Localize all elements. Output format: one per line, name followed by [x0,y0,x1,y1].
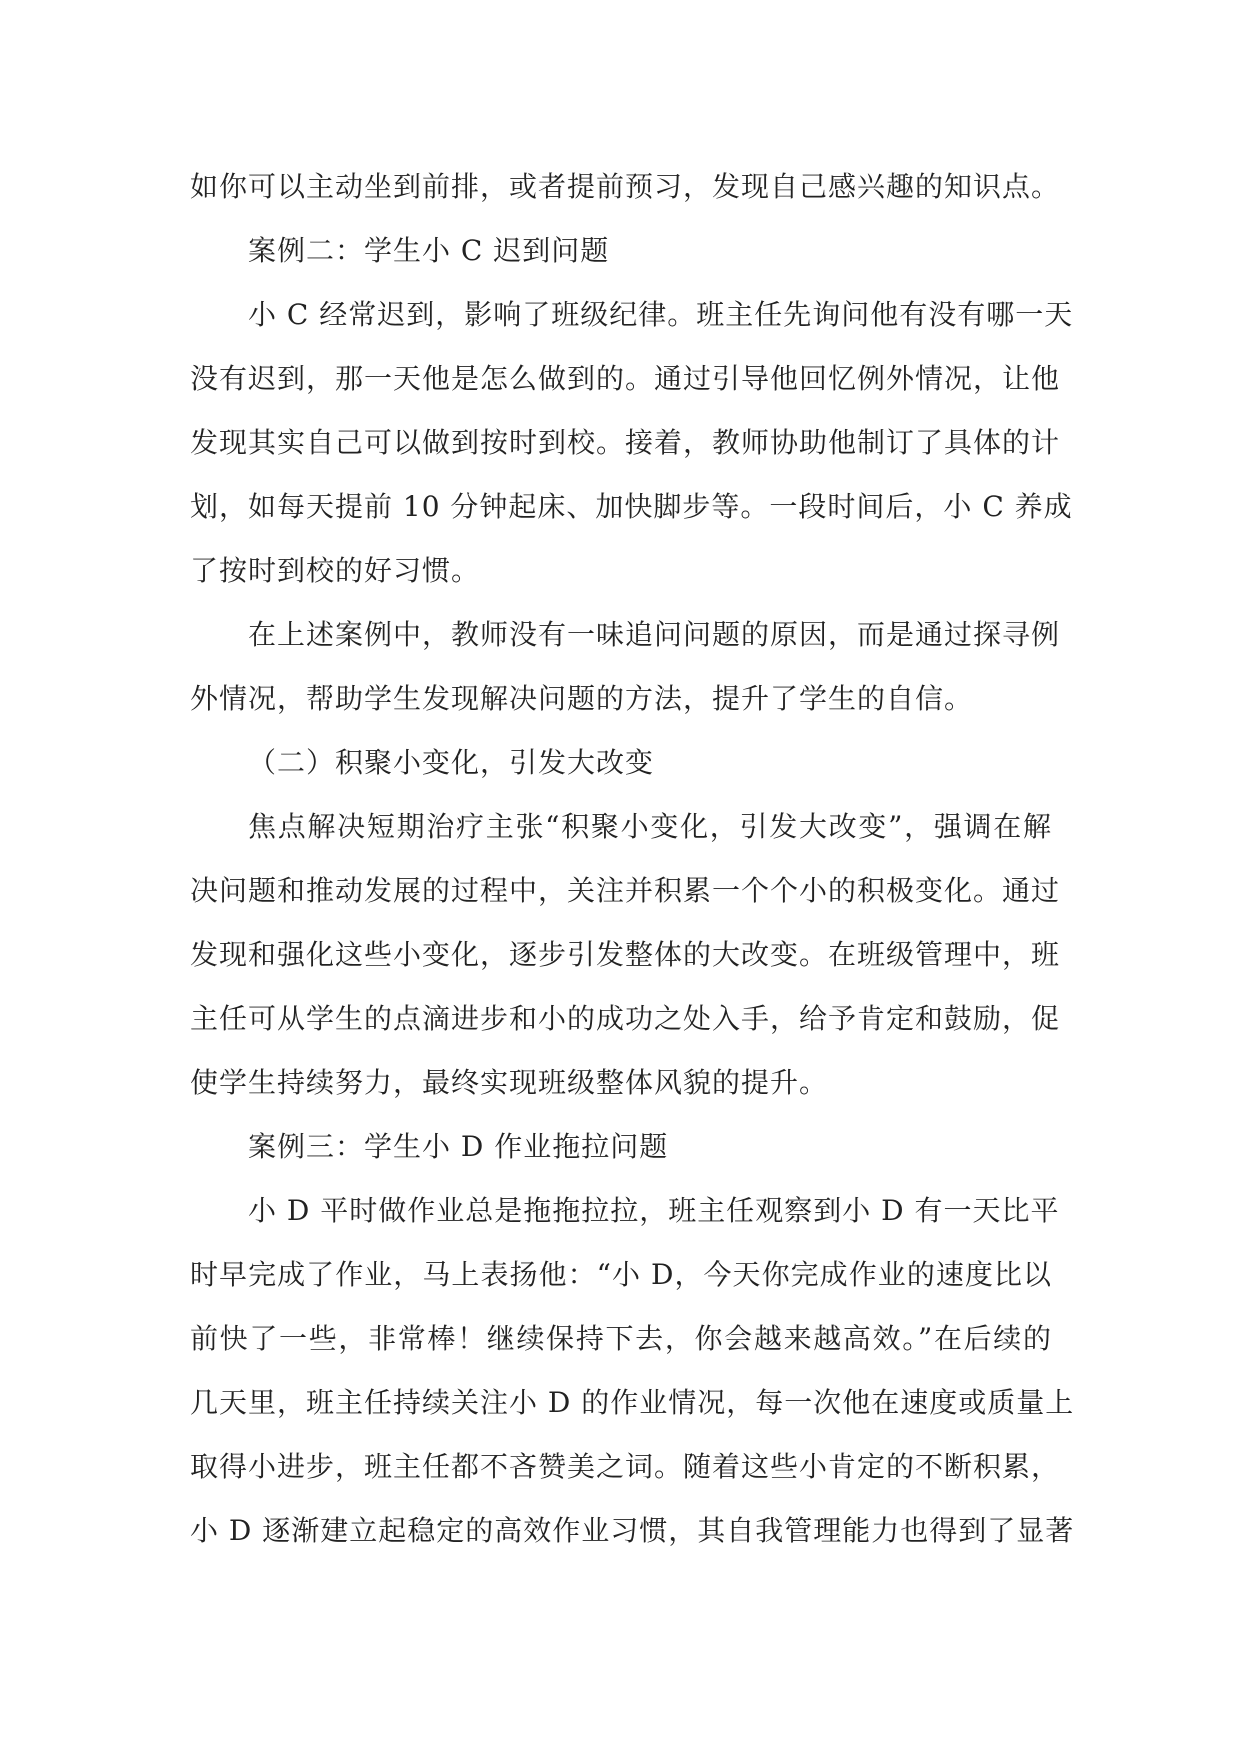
text-line: 前快了一些，非常棒！继续保持下去，你会越来越高效。”在后续的 [190,1322,1052,1355]
text-line: 如你可以主动坐到前排，或者提前预习，发现自己感兴趣的知识点。 [190,170,1061,203]
text-line: 时早完成了作业，马上表扬他：“小 D，今天你完成作业的速度比以 [190,1258,1052,1291]
document-body [190,155,1075,1563]
text-line: 发现其实自己可以做到按时到校。接着，教师协助他制订了具体的计 [190,426,1061,459]
text-line: 在上述案例中，教师没有一味追问问题的原因，而是通过探寻例 [248,618,1061,651]
text-line: 使学生持续努力，最终实现班级整体风貌的提升。 [190,1066,829,1099]
text-line: 小 D 平时做作业总是拖拖拉拉，班主任观察到小 D 有一天比平 [248,1194,1060,1227]
section-heading-case-3: 案例三：学生小 D 作业拖拉问题 [248,1130,669,1163]
section-heading-case-2: 案例二：学生小 C 迟到问题 [248,234,610,267]
text-line: 几天里，班主任持续关注小 D 的作业情况，每一次他在速度或质量上 [190,1386,1075,1419]
text-line: 外情况，帮助学生发现解决问题的方法，提升了学生的自信。 [190,682,974,715]
text-line: 主任可从学生的点滴进步和小的成功之处入手，给予肯定和鼓励，促 [190,1002,1061,1035]
text-line: 小 D 逐渐建立起稳定的高效作业习惯，其自我管理能力也得到了显著 [190,1514,1075,1547]
text-line: 决问题和推动发展的过程中，关注并积累一个个小的积极变化。通过 [190,874,1061,907]
text-line: 发现和强化这些小变化，逐步引发整体的大改变。在班级管理中，班 [190,938,1061,971]
text-line: 焦点解决短期治疗主张“积聚小变化，引发大改变”，强调在解 [248,810,1052,843]
text-line: 取得小进步，班主任都不吝赞美之词。随着这些小肯定的不断积累， [190,1450,1061,1483]
text-line: 小 C 经常迟到，影响了班级纪律。班主任先询问他有没有哪一天 [248,298,1074,331]
section-heading-2: （二）积聚小变化，引发大改变 [248,746,655,779]
text-line: 划，如每天提前 10 分钟起床、加快脚步等。一段时间后，小 C 养成 [190,490,1073,523]
text-line: 了按时到校的好习惯。 [190,554,481,587]
text-line: 没有迟到，那一天他是怎么做到的。通过引导他回忆例外情况，让他 [190,362,1061,395]
